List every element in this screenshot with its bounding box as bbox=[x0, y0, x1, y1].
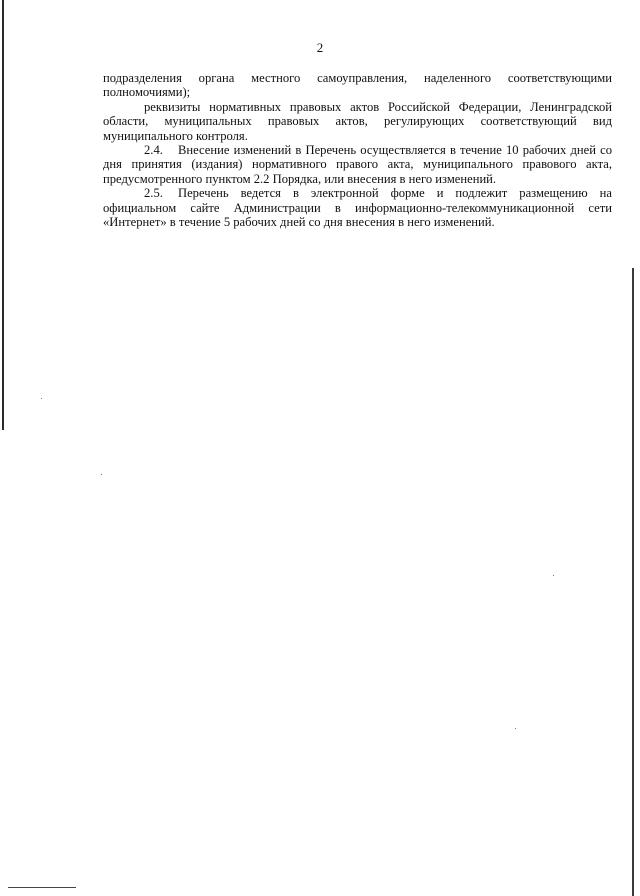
paragraph-2-4 bbox=[103, 143, 612, 186]
paragraph-requisites: реквизиты нормативных правовых актов Российской Федерации, Ленинградской области, муниципальных правовых актов, регулирующих соответствующий вид муниципального контроля. bbox=[103, 99, 612, 143]
paragraph-subdivision: подразделения органа местного самоуправления, наделенного соответствующими полномочиями); bbox=[103, 71, 612, 100]
scan-speck bbox=[41, 398, 42, 399]
document-body bbox=[103, 71, 612, 229]
clause-text: Внесение изменений в Перечень осуществляется в течение 10 рабочих дней со дня принятия (издания) нормативного правого акта, муниципального правового акта, предусмотренного пунктом 2.2 Порядка, или внесения в него изменений. bbox=[103, 143, 612, 186]
scan-speck bbox=[101, 474, 102, 475]
scan-speck bbox=[515, 728, 516, 729]
clause-number: 2.4. bbox=[144, 143, 163, 158]
scan-edge-right bbox=[632, 268, 634, 896]
clause-text: Перечень ведется в электронной форме и подлежит размещению на официальном сайте Администрации в информационно-телекоммуникационной сети «Интернет» в течение 5 рабочих дней со дня внесения в него изменений. bbox=[103, 186, 612, 230]
paragraph-2-5 bbox=[103, 186, 612, 229]
page-number: 2 bbox=[316, 40, 324, 55]
scan-speck bbox=[553, 575, 554, 576]
scan-foot-mark bbox=[8, 887, 76, 888]
scan-edge-left bbox=[2, 0, 4, 430]
clause-number: 2.5. bbox=[144, 186, 163, 201]
